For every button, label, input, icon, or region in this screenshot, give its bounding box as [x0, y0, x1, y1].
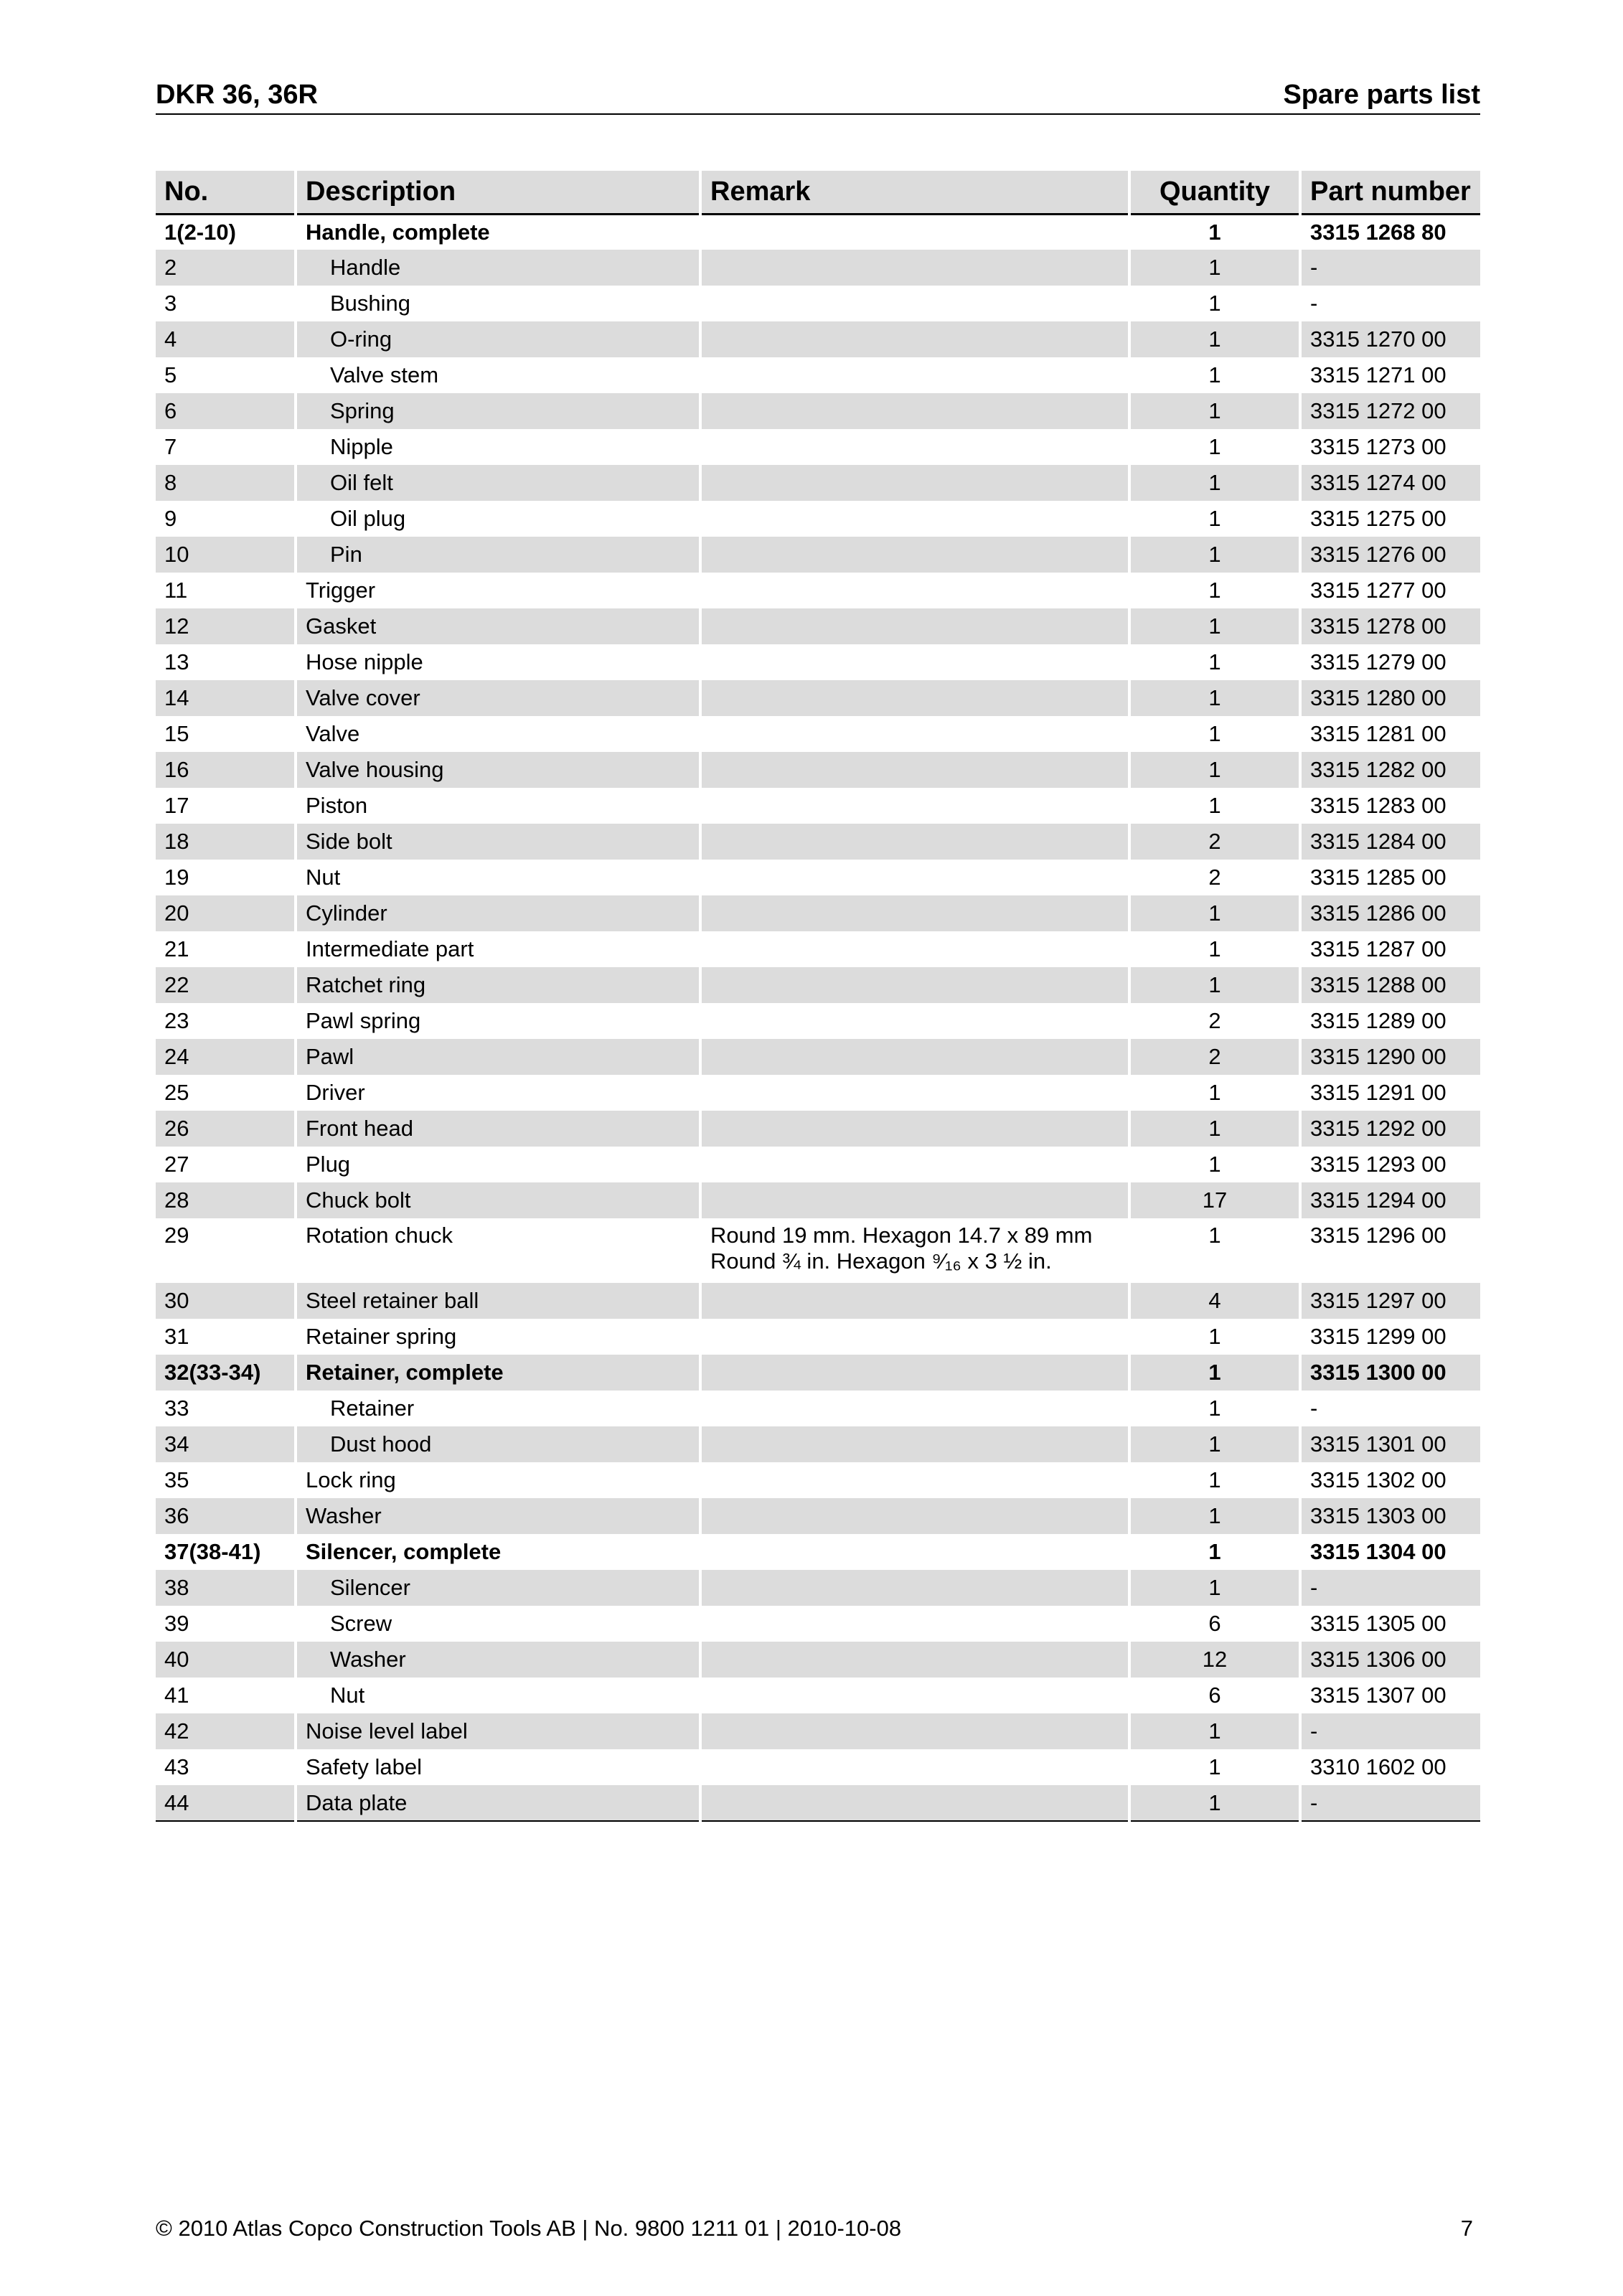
table-row: [156, 1182, 1480, 1218]
cell-remark: [700, 824, 1129, 860]
cell-remark: [700, 1785, 1129, 1821]
cell-part-number: 3315 1292 00: [1300, 1111, 1480, 1147]
cell-part-number: 3315 1291 00: [1310, 1080, 1446, 1105]
cell-description: Handle, complete: [296, 214, 700, 250]
cell-description: Noise level label: [296, 1713, 700, 1749]
cell-part-number: 3315 1288 00: [1300, 967, 1480, 1003]
cell-part-number: 3315 1281 00: [1310, 721, 1446, 746]
cell-part-number: 3315 1273 00: [1310, 434, 1446, 459]
cell-remark: [700, 788, 1129, 824]
cell-quantity: 1: [1129, 1111, 1300, 1147]
cell-quantity: 2: [1129, 1039, 1300, 1075]
table-row: [156, 1283, 1480, 1319]
cell-remark: [700, 1462, 1129, 1498]
cell-remark: [700, 357, 1129, 393]
cell-description: Valve stem: [296, 357, 700, 393]
cell-description: Retainer: [296, 1391, 700, 1426]
table-row: [156, 1426, 1480, 1462]
table-row: [156, 931, 1480, 967]
cell-remark: [700, 1319, 1129, 1355]
cell-no: 34: [156, 1426, 296, 1462]
cell-description: Safety label: [296, 1749, 700, 1785]
cell-part-number: 3315 1306 00: [1300, 1642, 1480, 1678]
cell-description: Washer: [296, 1498, 700, 1534]
cell-quantity: 6: [1129, 1606, 1300, 1642]
cell-remark: [700, 1355, 1129, 1391]
cell-no: 26: [156, 1111, 296, 1147]
cell-remark: [700, 895, 1129, 931]
cell-remark: [700, 1606, 1129, 1642]
cell-no: 40: [156, 1642, 296, 1678]
cell-quantity: 1: [1129, 321, 1300, 357]
cell-description: Steel retainer ball: [296, 1283, 700, 1319]
cell-description: Data plate: [296, 1785, 700, 1821]
cell-no: 32(33-34): [156, 1355, 296, 1391]
cell-description: Nut: [296, 1678, 700, 1713]
cell-remark: [700, 1147, 1129, 1182]
table-row: [156, 429, 1480, 465]
table-row: [156, 1785, 1480, 1821]
cell-description: Nut: [296, 860, 700, 895]
cell-no: 44: [156, 1785, 296, 1821]
cell-remark: [700, 1182, 1129, 1218]
cell-quantity: 1: [1129, 573, 1300, 608]
cell-remark: [700, 1039, 1129, 1075]
table-row: [156, 1534, 1480, 1570]
cell-part-number: 3315 1296 00: [1310, 1223, 1446, 1248]
cell-quantity: 1: [1129, 716, 1300, 752]
table-row: [156, 1391, 1480, 1426]
cell-part-number: 3315 1284 00: [1300, 824, 1480, 860]
table-row: [156, 573, 1480, 608]
remark-line: Round ¾ in. Hexagon ⁹⁄₁₆ x 3 ½ in.: [710, 1248, 1052, 1274]
cell-no: 20: [156, 895, 296, 931]
cell-no: 25: [156, 1075, 296, 1111]
cell-part-number: 3315 1302 00: [1310, 1467, 1446, 1492]
cell-part-number: 3315 1289 00: [1310, 1008, 1446, 1033]
cell-no: 1(2-10): [156, 214, 296, 250]
footer-copyright: © 2010 Atlas Copco Construction Tools AB | No. 9800 1211 01 | 2010-10-08: [156, 2216, 902, 2241]
cell-remark: [700, 1218, 1129, 1283]
table-row: [156, 895, 1480, 931]
table-body: [156, 214, 1480, 1821]
cell-quantity: 1: [1129, 1147, 1300, 1182]
cell-no: 24: [156, 1039, 296, 1075]
cell-description: Valve: [296, 716, 700, 752]
cell-quantity: 17: [1129, 1182, 1300, 1218]
cell-no: 22: [156, 967, 296, 1003]
cell-no: 9: [156, 501, 296, 537]
table-row: [156, 1642, 1480, 1678]
cell-quantity: 1: [1129, 1570, 1300, 1606]
page-header: [156, 75, 1480, 115]
cell-description: Pawl spring: [296, 1003, 700, 1039]
cell-remark: [700, 1534, 1129, 1570]
cell-description: Dust hood: [296, 1426, 700, 1462]
cell-description: Silencer: [296, 1570, 700, 1606]
cell-no: 14: [156, 680, 296, 716]
cell-part-number: 3315 1285 00: [1310, 865, 1446, 890]
cell-quantity: 1: [1129, 429, 1300, 465]
table-row: [156, 357, 1480, 393]
cell-no: 33: [156, 1391, 296, 1426]
cell-remark: [700, 1570, 1129, 1606]
cell-remark: [700, 1391, 1129, 1426]
cell-quantity: 1: [1129, 967, 1300, 1003]
cell-quantity: 1: [1129, 357, 1300, 393]
column-header-part-number: Part number: [1300, 171, 1480, 214]
cell-no: 4: [156, 321, 296, 357]
cell-description: Rotation chuck: [296, 1218, 700, 1283]
table-row: [156, 1147, 1480, 1182]
cell-description: Silencer, complete: [296, 1534, 700, 1570]
cell-no: 41: [156, 1678, 296, 1713]
table-row: [156, 1075, 1480, 1111]
cell-remark: [700, 1075, 1129, 1111]
cell-part-number: -: [1310, 291, 1318, 316]
cell-no: 21: [156, 931, 296, 967]
cell-description: Retainer, complete: [296, 1355, 700, 1391]
cell-quantity: 1: [1129, 680, 1300, 716]
cell-remark: [700, 321, 1129, 357]
cell-description: Screw: [296, 1606, 700, 1642]
table-row: [156, 393, 1480, 429]
cell-description: Intermediate part: [296, 931, 700, 967]
cell-remark: [700, 680, 1129, 716]
cell-no: 10: [156, 537, 296, 573]
cell-part-number: 3315 1282 00: [1300, 752, 1480, 788]
cell-no: 3: [156, 286, 296, 321]
table-row: [156, 644, 1480, 680]
cell-remark: [700, 860, 1129, 895]
cell-remark: [700, 1713, 1129, 1749]
cell-no: 7: [156, 429, 296, 465]
cell-part-number: 3315 1290 00: [1300, 1039, 1480, 1075]
cell-part-number: 3315 1277 00: [1310, 578, 1446, 603]
cell-quantity: 1: [1129, 537, 1300, 573]
table-row: [156, 250, 1480, 286]
cell-part-number: 3315 1272 00: [1300, 393, 1480, 429]
cell-part-number: -: [1310, 1396, 1318, 1421]
cell-remark: [700, 644, 1129, 680]
cell-description: Chuck bolt: [296, 1182, 700, 1218]
cell-description: Spring: [296, 393, 700, 429]
table-row: [156, 465, 1480, 501]
cell-description: Front head: [296, 1111, 700, 1147]
cell-quantity: 1: [1129, 1391, 1300, 1426]
cell-quantity: 1: [1129, 501, 1300, 537]
cell-no: 8: [156, 465, 296, 501]
cell-part-number: 3315 1271 00: [1310, 362, 1446, 387]
cell-remark: [700, 537, 1129, 573]
table-row: [156, 716, 1480, 752]
cell-no: 5: [156, 357, 296, 393]
cell-part-number: 3315 1279 00: [1310, 649, 1446, 674]
cell-description: Oil plug: [296, 501, 700, 537]
cell-part-number: 3315 1286 00: [1300, 895, 1480, 931]
column-header-remark: Remark: [700, 171, 1129, 214]
table-row: [156, 1111, 1480, 1147]
cell-no: 16: [156, 752, 296, 788]
table-row: [156, 214, 1480, 250]
table-row: [156, 1606, 1480, 1642]
cell-remark: [700, 1111, 1129, 1147]
cell-remark: [700, 393, 1129, 429]
table-row: [156, 1319, 1480, 1355]
cell-quantity: 1: [1129, 1749, 1300, 1785]
cell-no: 43: [156, 1749, 296, 1785]
cell-description: Driver: [296, 1075, 700, 1111]
cell-remark: [700, 1498, 1129, 1534]
cell-no: 6: [156, 393, 296, 429]
cell-quantity: 1: [1129, 465, 1300, 501]
cell-quantity: 2: [1129, 860, 1300, 895]
cell-no: 11: [156, 573, 296, 608]
cell-quantity: 1: [1129, 1218, 1300, 1283]
cell-no: 12: [156, 608, 296, 644]
table-row: [156, 537, 1480, 573]
cell-part-number: 3315 1300 00: [1300, 1355, 1480, 1391]
table-row: [156, 501, 1480, 537]
cell-remark: [700, 752, 1129, 788]
cell-part-number: 3315 1297 00: [1300, 1283, 1480, 1319]
cell-part-number: 3315 1274 00: [1300, 465, 1480, 501]
cell-description: Pin: [296, 537, 700, 573]
table-header-row: [156, 171, 1480, 214]
cell-description: Valve cover: [296, 680, 700, 716]
cell-description: Hose nipple: [296, 644, 700, 680]
cell-description: Side bolt: [296, 824, 700, 860]
page-footer: [156, 2216, 1480, 2244]
table-row: [156, 1355, 1480, 1391]
cell-quantity: 12: [1129, 1642, 1300, 1678]
cell-remark: [700, 931, 1129, 967]
cell-no: 19: [156, 860, 296, 895]
cell-part-number: 3315 1287 00: [1310, 936, 1446, 961]
cell-quantity: 6: [1129, 1678, 1300, 1713]
cell-quantity: 4: [1129, 1283, 1300, 1319]
cell-description: Handle: [296, 250, 700, 286]
cell-no: 36: [156, 1498, 296, 1534]
cell-description: Valve housing: [296, 752, 700, 788]
cell-part-number: 3315 1304 00: [1310, 1539, 1446, 1564]
cell-remark: [700, 1426, 1129, 1462]
cell-remark: [700, 286, 1129, 321]
table-row: [156, 608, 1480, 644]
cell-part-number: 3315 1303 00: [1300, 1498, 1480, 1534]
cell-part-number: 3315 1275 00: [1310, 506, 1446, 531]
cell-remark: [700, 1749, 1129, 1785]
cell-quantity: 1: [1129, 393, 1300, 429]
table-row: [156, 1713, 1480, 1749]
cell-no: 38: [156, 1570, 296, 1606]
page-number: 7: [1460, 2216, 1473, 2241]
table-row: [156, 788, 1480, 824]
cell-remark: [700, 501, 1129, 537]
table-row: [156, 1678, 1480, 1713]
cell-part-number: 3315 1270 00: [1300, 321, 1480, 357]
table-row: [156, 321, 1480, 357]
spare-parts-table: [156, 171, 1480, 1822]
cell-no: 30: [156, 1283, 296, 1319]
cell-quantity: 1: [1129, 895, 1300, 931]
cell-remark: [700, 608, 1129, 644]
cell-description: Bushing: [296, 286, 700, 321]
table-row: [156, 1749, 1480, 1785]
cell-part-number: -: [1300, 1713, 1480, 1749]
cell-quantity: 1: [1129, 931, 1300, 967]
remark-line: Round 19 mm. Hexagon 14.7 x 89 mm: [710, 1223, 1093, 1248]
cell-quantity: 1: [1129, 1713, 1300, 1749]
cell-quantity: 1: [1129, 788, 1300, 824]
table-row: [156, 752, 1480, 788]
cell-quantity: 1: [1129, 644, 1300, 680]
model-title: DKR 36, 36R: [156, 80, 318, 110]
cell-quantity: 1: [1129, 250, 1300, 286]
cell-part-number: 3315 1307 00: [1310, 1683, 1446, 1708]
cell-part-number: 3315 1283 00: [1310, 793, 1446, 818]
cell-description: Retainer spring: [296, 1319, 700, 1355]
cell-quantity: 1: [1129, 1426, 1300, 1462]
cell-part-number: 3315 1305 00: [1310, 1611, 1446, 1636]
cell-quantity: 2: [1129, 1003, 1300, 1039]
cell-description: Nipple: [296, 429, 700, 465]
cell-no: 37(38-41): [156, 1534, 296, 1570]
table-row: [156, 286, 1480, 321]
cell-no: 39: [156, 1606, 296, 1642]
cell-no: 31: [156, 1319, 296, 1355]
cell-remark: [700, 967, 1129, 1003]
cell-quantity: 1: [1129, 608, 1300, 644]
cell-part-number: 3315 1293 00: [1310, 1152, 1446, 1177]
table-row: [156, 1498, 1480, 1534]
cell-description: Trigger: [296, 573, 700, 608]
cell-quantity: 1: [1129, 752, 1300, 788]
table-row: [156, 1039, 1480, 1075]
cell-description: Cylinder: [296, 895, 700, 931]
cell-remark: [700, 465, 1129, 501]
cell-quantity: 1: [1129, 1075, 1300, 1111]
cell-description: Washer: [296, 1642, 700, 1678]
cell-description: Pawl: [296, 1039, 700, 1075]
cell-no: 17: [156, 788, 296, 824]
cell-remark: [700, 1283, 1129, 1319]
table-row: [156, 1462, 1480, 1498]
cell-quantity: 1: [1129, 1785, 1300, 1821]
table-row: [156, 680, 1480, 716]
cell-no: 35: [156, 1462, 296, 1498]
cell-quantity: 1: [1129, 286, 1300, 321]
cell-description: Oil felt: [296, 465, 700, 501]
cell-remark: [700, 1003, 1129, 1039]
cell-no: 42: [156, 1713, 296, 1749]
cell-quantity: 1: [1129, 1319, 1300, 1355]
cell-part-number: 3310 1602 00: [1310, 1754, 1446, 1779]
cell-part-number: 3315 1276 00: [1300, 537, 1480, 573]
cell-description: O-ring: [296, 321, 700, 357]
table-row: [156, 967, 1480, 1003]
cell-no: 13: [156, 644, 296, 680]
cell-remark: [700, 429, 1129, 465]
cell-remark: [700, 214, 1129, 250]
cell-quantity: 2: [1129, 824, 1300, 860]
cell-remark: [700, 250, 1129, 286]
cell-part-number: -: [1300, 250, 1480, 286]
cell-quantity: 1: [1129, 1498, 1300, 1534]
table-row: [156, 824, 1480, 860]
table-row: [156, 1003, 1480, 1039]
cell-remark: [700, 573, 1129, 608]
cell-remark: [700, 716, 1129, 752]
cell-part-number: 3315 1278 00: [1300, 608, 1480, 644]
document-title: Spare parts list: [1283, 80, 1480, 110]
table-row: [156, 1570, 1480, 1606]
cell-part-number: 3315 1280 00: [1300, 680, 1480, 716]
cell-no: 2: [156, 250, 296, 286]
cell-description: Gasket: [296, 608, 700, 644]
cell-quantity: 1: [1129, 214, 1300, 250]
cell-part-number: -: [1300, 1570, 1480, 1606]
cell-description: Piston: [296, 788, 700, 824]
cell-no: 27: [156, 1147, 296, 1182]
cell-no: 28: [156, 1182, 296, 1218]
column-header-quantity: Quantity: [1129, 171, 1300, 214]
cell-part-number: 3315 1299 00: [1310, 1324, 1446, 1349]
cell-remark: [700, 1678, 1129, 1713]
cell-description: Plug: [296, 1147, 700, 1182]
table-row: [156, 860, 1480, 895]
cell-remark: [700, 1642, 1129, 1678]
cell-part-number: 3315 1301 00: [1300, 1426, 1480, 1462]
cell-no: 18: [156, 824, 296, 860]
cell-part-number: 3315 1294 00: [1300, 1182, 1480, 1218]
column-header-no: No.: [156, 171, 296, 214]
cell-no: 23: [156, 1003, 296, 1039]
cell-part-number: 3315 1268 80: [1310, 219, 1446, 245]
cell-quantity: 1: [1129, 1534, 1300, 1570]
cell-part-number: -: [1300, 1785, 1480, 1821]
column-header-description: Description: [296, 171, 700, 214]
cell-description: Ratchet ring: [296, 967, 700, 1003]
cell-no: 15: [156, 716, 296, 752]
cell-quantity: 1: [1129, 1355, 1300, 1391]
cell-no: 29: [156, 1218, 296, 1283]
table-row: [156, 1218, 1480, 1283]
cell-description: Lock ring: [296, 1462, 700, 1498]
cell-quantity: 1: [1129, 1462, 1300, 1498]
